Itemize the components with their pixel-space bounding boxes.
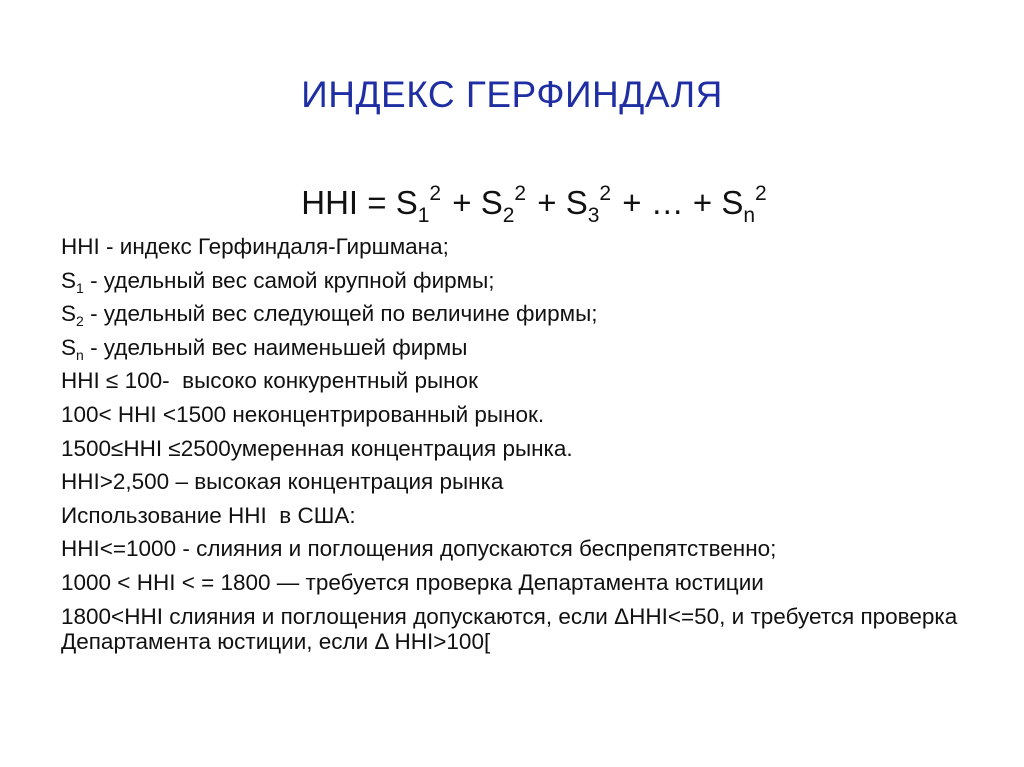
threshold-line: HHI>2,500 – высокая концентрация рынка	[61, 469, 504, 495]
definition-line: $S_n$ - удельный вес наименьшей фирмы	[61, 334, 468, 363]
formula-op-2: +	[528, 184, 566, 221]
threshold-line: 100< HHI <1500 неконцентрированный рынок.	[61, 401, 545, 427]
usa-heading-line: Использование HHI в США:	[61, 502, 356, 528]
formula-term-2: $S_2^2$	[480, 182, 527, 227]
threshold-line: HHI ≤ 100- высоко конкурентный рынок	[61, 368, 478, 394]
threshold-line: 1500≤HHI ≤2500умеренная концентрация рынка.	[61, 435, 573, 461]
slide-title: ИНДЕКС ГЕРФИНДАЛЯ	[301, 74, 723, 115]
definition-line: $S_2$ - удельный вес следующей по величине фирмы;	[61, 301, 598, 330]
threshold-line: HHI<=1000 - слияния и поглощения допускаются беспрепятственно;	[61, 536, 777, 562]
slide-body	[61, 230, 981, 654]
formula-term-3: $S_3^2$	[565, 182, 612, 227]
definition-line: $S_1$ - удельный вес самой крупной фирмы;	[61, 267, 495, 296]
formula-op-1: +	[443, 184, 481, 221]
threshold-line: 1000 < HHI < = 1800 — требуется проверка Департамента юстиции	[61, 569, 764, 595]
definition-line: HHI - индекс Герфиндаля-Гиршмана;	[61, 234, 449, 259]
formula-lhs: HHI =	[301, 184, 396, 221]
merger-rule-paragraph: 1800<HHI слияния и поглощения допускаются, если ΔHHI<=50, и требуется проверка Департамента юстиции, если Δ HHI>100[	[61, 603, 958, 654]
hhi-formula	[0, 182, 1024, 228]
formula-term-1: $S_1^2$	[395, 182, 442, 227]
formula-term-n: $S_n^2$	[721, 182, 767, 227]
formula-op-3: + … +	[613, 184, 722, 221]
